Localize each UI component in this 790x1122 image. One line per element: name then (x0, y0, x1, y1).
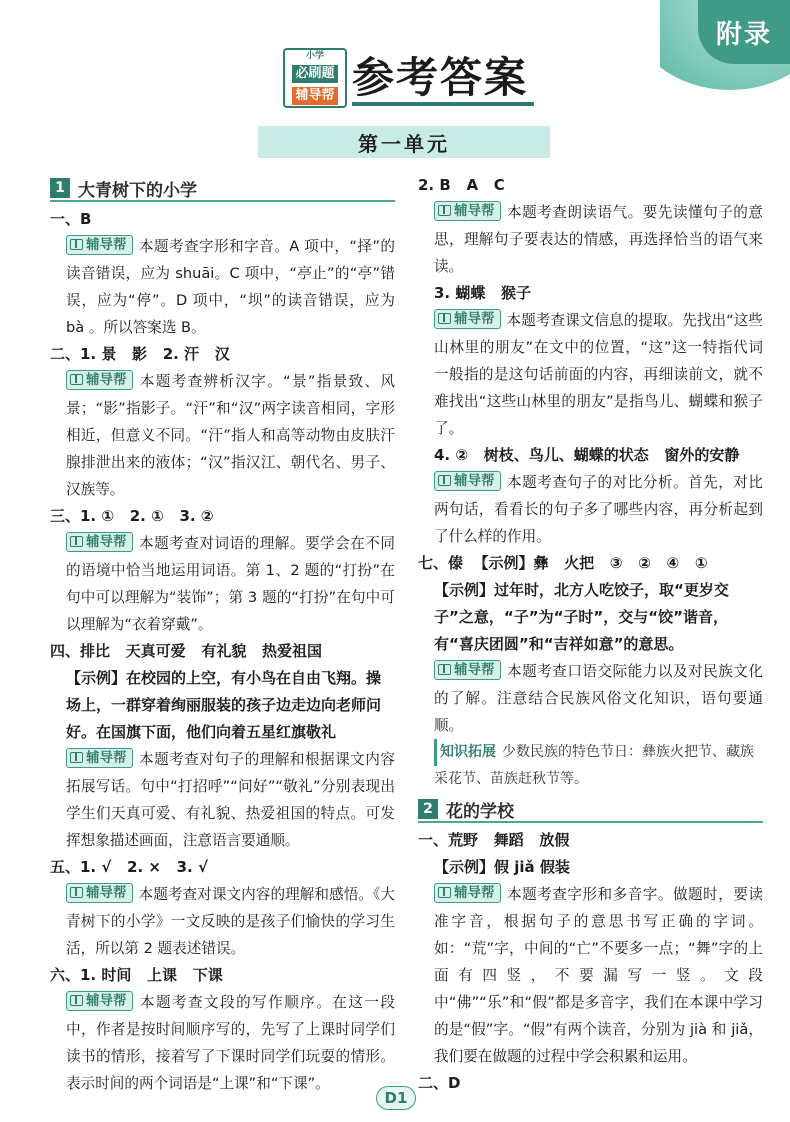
explanation-text: 本题考查文段的写作顺序。在这一段中，作者是按时间顺序写的，先写了上课时同学们读书的情形，接着写了下课时同学们玩耍的情形。表示时间的两个词语是“上课”和“下课”。 (66, 994, 395, 1092)
right-column (418, 172, 763, 1097)
logo-line-1: 小学 (305, 51, 324, 61)
explanation-l2-q1 (418, 881, 763, 1070)
explanation-q1 (50, 233, 395, 341)
explanation-q4 (50, 746, 395, 854)
help-badge (434, 309, 501, 329)
explanation-text: 本题考查句子的对比分析。首先，对比两句话，看看长的句子多了哪些内容，再分析起到了什么样的作用。 (434, 474, 763, 545)
help-badge-label: 辅导帮 (86, 750, 127, 766)
help-badge (66, 532, 133, 552)
explanation-text: 本题考查字形和多音字。做题时，要读准字音，根据句子的意思书写正确的字词。如：“荒”字，中间的“亡”不要多一点；“舞”字的上面有四竖，不要漏写一竖。文段中“佛”“乐”和“假”都是多音字，我们在本课中学习的是“假”字。“假”有两个读音，分别为 jià 和 jiǎ，我们要在做题的过程中学会积累和运用。 (434, 886, 763, 1065)
help-badge-label: 辅导帮 (86, 237, 127, 253)
book-icon (438, 664, 451, 675)
answer-q1: 一、B (50, 210, 92, 228)
book-icon (438, 205, 451, 216)
help-badge (66, 991, 133, 1011)
knowledge-text: 少数民族的特色节日：彝族火把节、藏族采花节、苗族赶秋节等。 (434, 744, 754, 787)
sample-answer-l2-q1: 【示例】假 jiǎ 假装 (434, 858, 570, 876)
explanation-text: 本题考查对课文内容的理解和感悟。《大青树下的小学》一文反映的是孩子们愉快的学习生活，所以第 2 题表述错误。 (66, 886, 395, 957)
knowledge-label: 知识拓展 (434, 739, 496, 766)
lesson-number: 2 (418, 799, 438, 819)
book-icon (438, 887, 451, 898)
book-icon (70, 995, 83, 1006)
answer-q6-4: 4. ② 树枝、鸟儿、蝴蝶的状态 窗外的安静 (434, 446, 740, 464)
help-badge (434, 471, 501, 491)
lesson-heading (418, 797, 763, 823)
brand-logo (283, 48, 347, 108)
unit-banner: 第一单元 (258, 126, 550, 158)
answer-l2-q2: 二、D (418, 1074, 461, 1092)
book-icon (70, 887, 83, 898)
help-badge-label: 辅导帮 (454, 885, 495, 901)
explanation-q6-4 (418, 469, 763, 550)
explanation-text: 本题考查朗读语气。要先读懂句子的意思，理解句子要表达的情感，再选择恰当的语气来读。 (434, 204, 763, 275)
answer-q6-2: 2. B A C (418, 176, 505, 194)
explanation-q6-3 (418, 307, 763, 442)
help-badge (66, 235, 133, 255)
explanation-text: 本题考查对词语的理解。要学会在不同的语境中恰当地运用词语。第 1、2 题的“打扮”在句中可以理解为“装饰”；第 3 题的“打扮”在句中可以理解为“衣着穿戴”。 (66, 535, 395, 633)
help-badge-label: 辅导帮 (86, 993, 127, 1009)
knowledge-extension (418, 739, 763, 793)
answer-q7: 七、傣 【示例】彝 火把 ③ ② ④ ① (418, 554, 708, 572)
explanation-text: 本题考查课文信息的提取。先找出“这些山林里的朋友”在文中的位置，“这”这一特指代词一般指的是这句话前面的内容，再细读前文，就不难找出“这些山林里的朋友”是指鸟儿、蝴蝶和猴子了。 (434, 312, 763, 437)
lesson-name: 花的学校 (446, 801, 514, 822)
book-icon (70, 374, 83, 385)
left-column (50, 176, 395, 1097)
help-badge (434, 883, 501, 903)
explanation-text: 本题考查辨析汉字。“景”指景致、风景；“影”指影子。“汗”和“汉”两字读音相同，字形相近，但意义不同。“汗”指人和高等动物由皮肤汗腺排泄出来的液体；“汉”指汉江、朝代名、男子、汉族等。 (66, 373, 395, 498)
help-badge-label: 辅导帮 (454, 311, 495, 327)
explanation-text: 本题考查口语交际能力以及对民族文化的了解。注意结合民族风俗文化知识，语句要通顺。 (434, 663, 763, 734)
book-icon (70, 752, 83, 763)
help-badge (66, 883, 133, 903)
explanation-q3 (50, 530, 395, 638)
page-number: D1 (376, 1086, 416, 1110)
explanation-q5 (50, 881, 395, 962)
lesson-name: 大青树下的小学 (78, 180, 197, 201)
appendix-tab: 附录 (698, 0, 790, 64)
help-badge (434, 201, 501, 221)
logo-line-3: 辅导帮 (292, 87, 337, 105)
book-icon (70, 239, 83, 250)
sample-answer-q4: 【示例】在校园的上空，有小鸟在自由飞翔。操场上，一群穿着绚丽服装的孩子边走边向老师问好。在国旗下面，他们向着五星红旗敬礼 (66, 669, 382, 741)
appendix-corner (660, 0, 790, 90)
explanation-text: 本题考查对句子的理解和根据课文内容拓展写话。句中“打招呼”“问好”“敬礼”分别表现出学生们天真可爱、有礼貌、热爱祖国的特点。可发挥想象描述画面，注意语言要通顺。 (66, 751, 395, 849)
explanation-q2 (50, 368, 395, 503)
answer-q2: 二、1. 景 影 2. 汗 汉 (50, 345, 230, 363)
help-badge-label: 辅导帮 (454, 203, 495, 219)
lesson-heading (50, 176, 395, 202)
sample-answer-q7: 【示例】过年时，北方人吃饺子，取“更岁交子”之意，“子”为“子时”，交与“饺”谐音，有“喜庆团圆”和“吉祥如意”的意思。 (434, 581, 729, 653)
help-badge-label: 辅导帮 (86, 534, 127, 550)
book-icon (438, 313, 451, 324)
answer-q6: 六、1. 时间 上课 下课 (50, 966, 223, 984)
answer-q3: 三、1. ① 2. ① 3. ② (50, 507, 214, 525)
help-badge (66, 370, 133, 390)
book-icon (438, 475, 451, 486)
answer-q4: 四、排比 天真可爱 有礼貌 热爱祖国 (50, 642, 323, 660)
help-badge (434, 660, 501, 680)
help-badge-label: 辅导帮 (454, 662, 495, 678)
page-title: 参考答案 (352, 50, 534, 106)
explanation-text: 本题考查字形和字音。A 项中，“择”的读音错误，应为 shuāi。C 项中，“亭止”的“亭”错误，应为“停”。D 项中，“坝”的读音错误，应为 bà 。所以答案选 B。 (66, 238, 395, 336)
answer-l2-q1: 一、荒野 舞蹈 放假 (418, 831, 570, 849)
logo-line-2: 必刷题 (292, 65, 337, 83)
help-badge (66, 748, 133, 768)
answer-q5: 五、1. √ 2. × 3. √ (50, 858, 208, 876)
explanation-q6-2 (418, 199, 763, 280)
explanation-q6 (50, 989, 395, 1097)
help-badge-label: 辅导帮 (86, 885, 127, 901)
answer-q6-3: 3. 蝴蝶 猴子 (434, 284, 532, 302)
help-badge-label: 辅导帮 (454, 473, 495, 489)
book-icon (70, 536, 83, 547)
explanation-q7 (418, 658, 763, 739)
help-badge-label: 辅导帮 (86, 372, 127, 388)
lesson-number: 1 (50, 178, 70, 198)
